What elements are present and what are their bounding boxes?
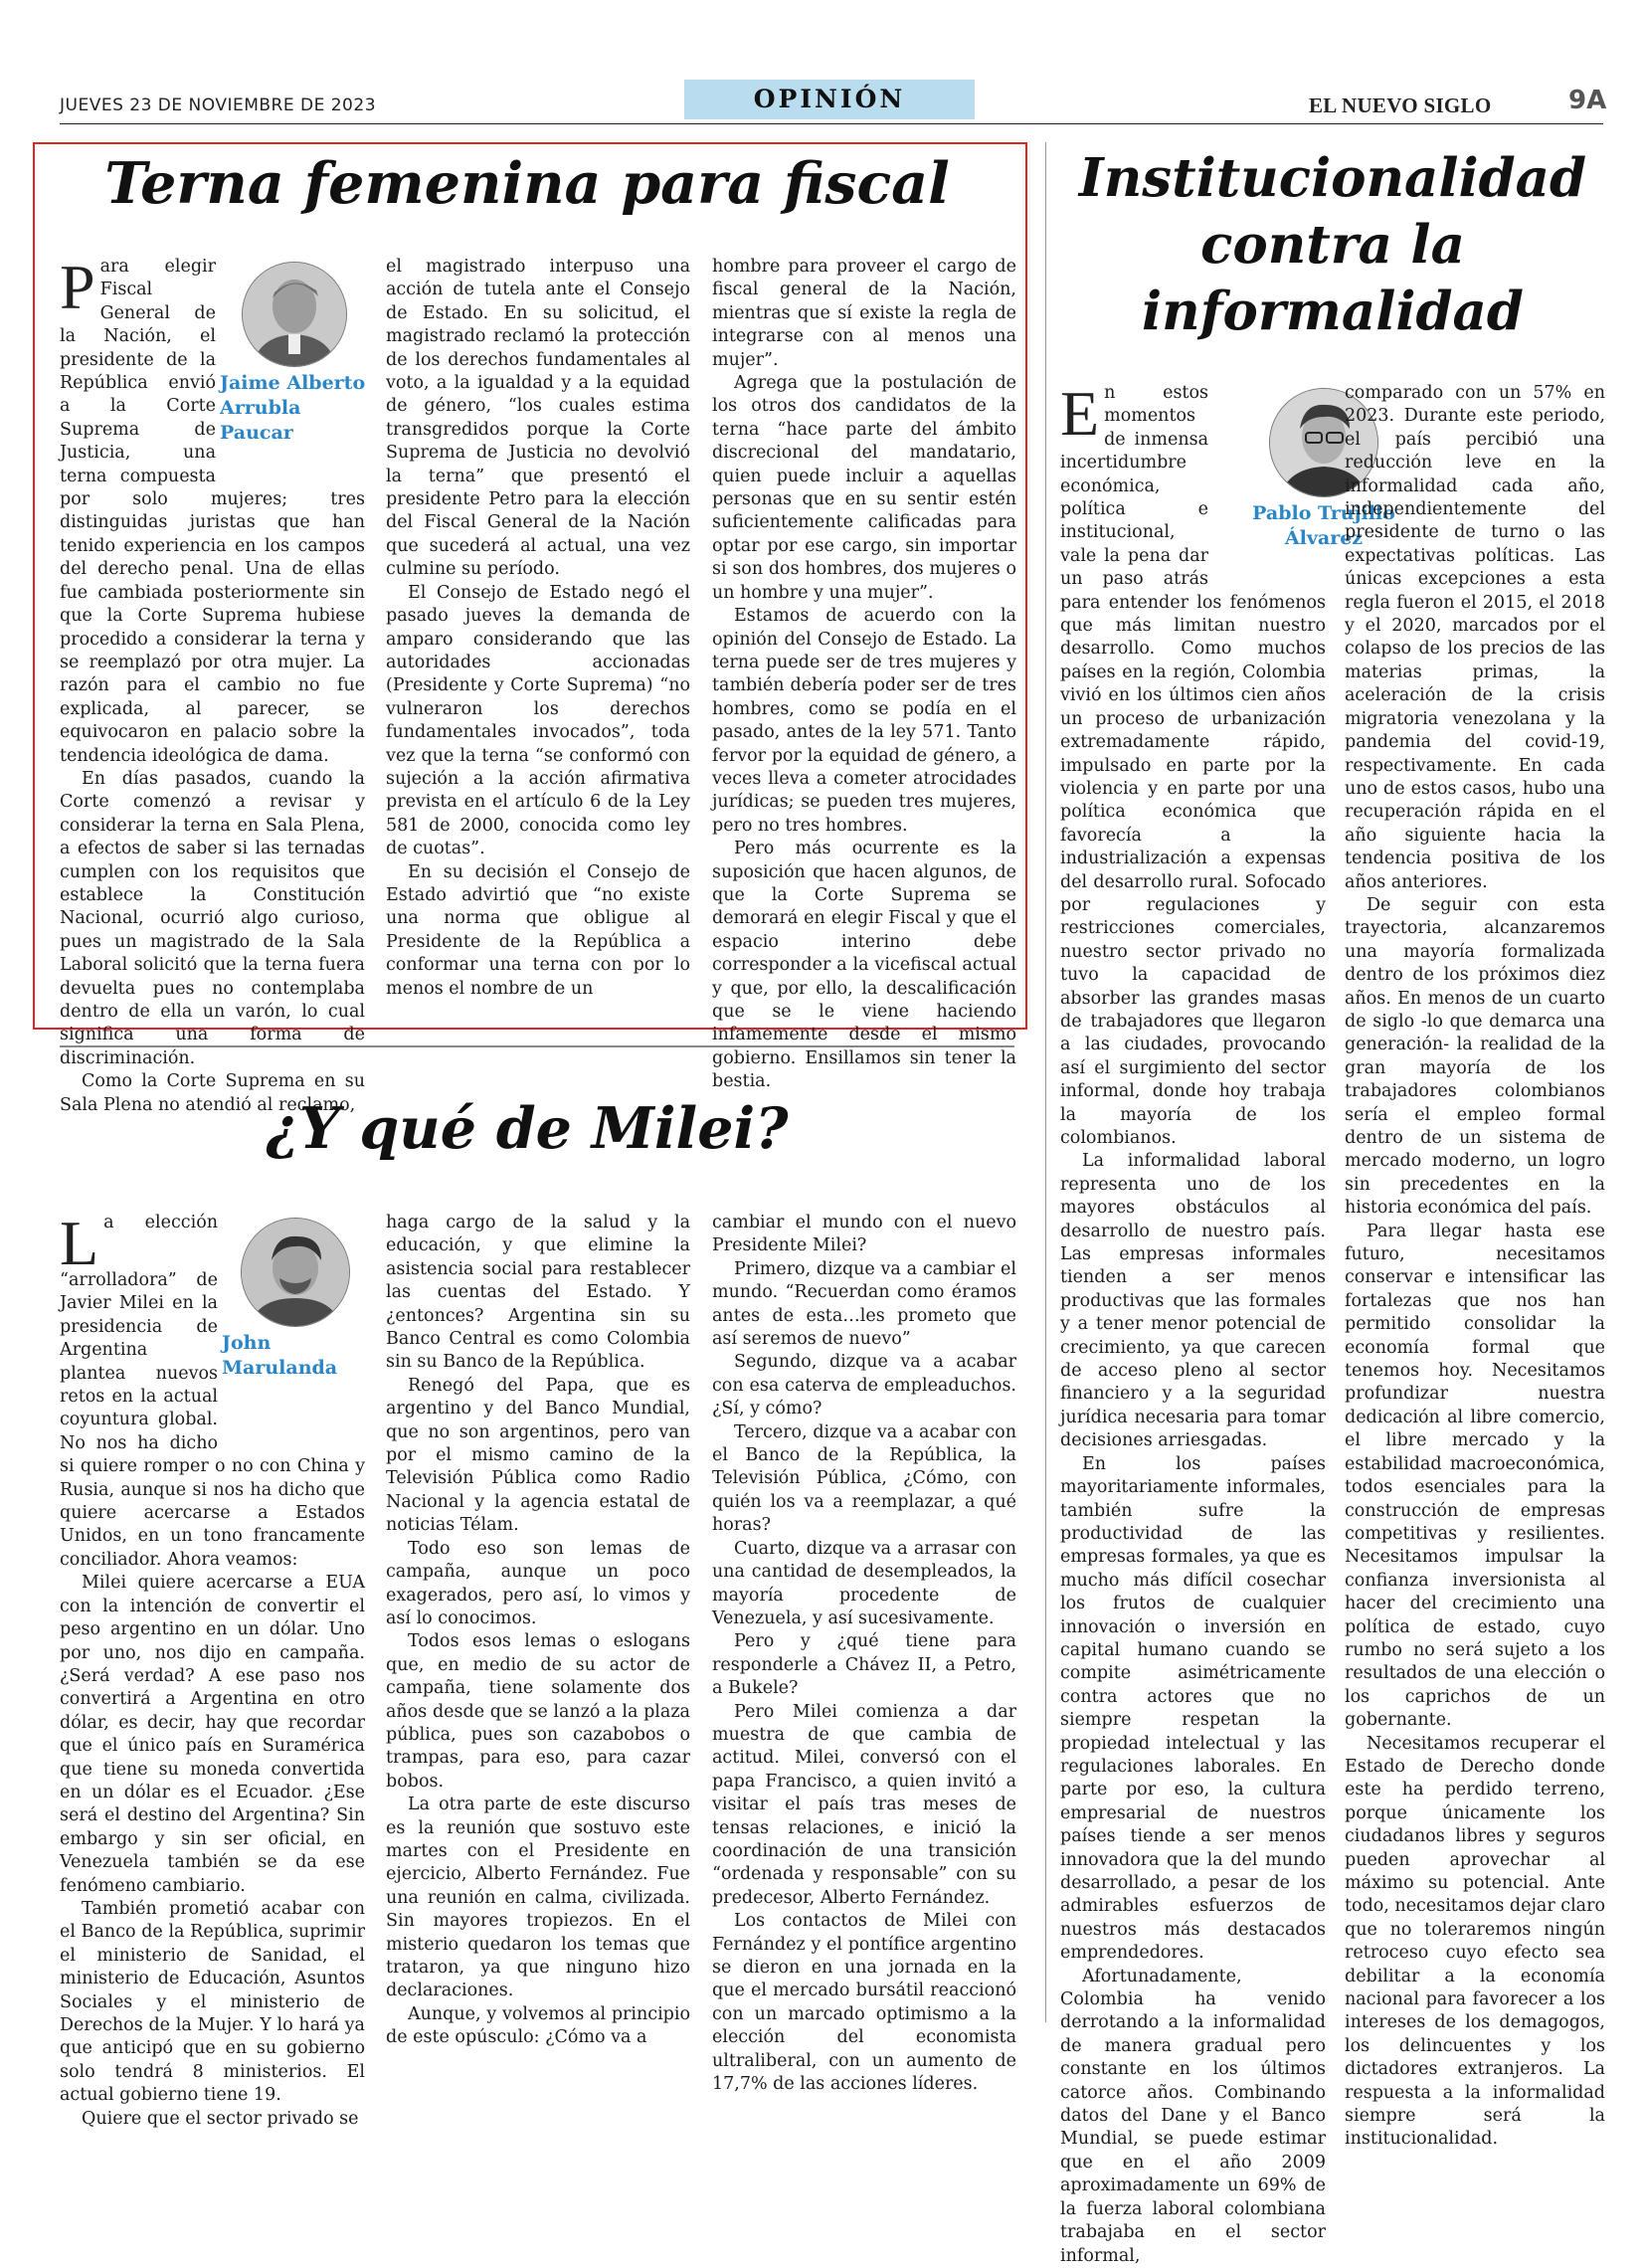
- paragraph: Pero Milei comienza a dar muestra de que cambia de actitud. Milei, conversó con el papa Francisco, a quien invitó a visitar el país tras meses de tensas relaciones, e inició la coordinación de una transición “ordenada y responsable” con su predecesor, Alberto Fernández.: [712, 1701, 1016, 1908]
- paragraph: En días pasados, cuando la Corte comenzó a revisar y considerar la terna en Sala Plena, a efectos de saber si las ternadas cumplen con los requisitos que establece la Constitución Nacional, ocurrió algo curioso, pues un magistrado de la Sala Laboral solicitó que la terna fuera devuelta pues no contemplaba dentro de ella un varón, lo cual significa una forma de discriminación.: [60, 768, 365, 1068]
- paragraph: Milei quiere acercarse a EUA con la intención de convertir el peso argentino en un dólar. Uno por uno, nos dijo en campaña. ¿Será verdad? A ese paso nos convertirá a Argentina en otro dólar, es decir, hay que recordar que el único país en Suramérica que tiene su moneda convertida en un dólar es el Ecuador. ¿Ese será el destino del Argentina? Sin embargo y sin ser oficial, en Venezuela también se da ese fenómeno cambiario.: [60, 1573, 365, 1896]
- section-label: OPINIÓN: [684, 80, 975, 119]
- paragraph: Tercero, dizque va a acabar con el Banco de la República, la Televisión Pública, ¿Cómo, con quién los va a reemplazar, a qué horas?: [712, 1421, 1016, 1536]
- article3-column-3: [712, 1212, 1016, 2096]
- article3-title: ¿Y qué de Milei?: [266, 1095, 789, 1162]
- paragraph-text: ara elegir Fiscal General de la Nación, el presidente de la República envió a la Corte Suprema de Justicia, una terna compuesta por solo mujeres; tres distinguidas juristas que han tenido experiencia en los campos del derecho penal. Una de ellas fue cambiada posteriormente sin que la Corte Suprema hubiese procedido a considerar la terna y se reemplazó por otra mujer. La razón para el cambio no fue explicada, al parecer, se equivocaron en palacio sobre la tendencia ideológica de dama.: [60, 257, 365, 766]
- paragraph: El Consejo de Estado negó el pasado jueves la demanda de amparo considerando que las autoridades accionadas (Presidente y Corte Suprema) “no vulneraron los derechos fundamentales invocados”, toda vez que la terna “se conformó con sujeción a la acción afirmativa prevista en el artículo 6 de la Ley 581 de 2000, conocida como ley de cuotas”.: [386, 582, 690, 859]
- paragraph: También prometió acabar con el Banco de la República, suprimir el ministerio de Sanidad, el ministerio de Educación, Asuntos Sociales y el ministerio de Derechos de la Mujer. Y lo hará ya que anticipó que en su gobierno solo tendrá 8 ministerios. El actual gobierno tiene 19.: [60, 1898, 365, 2106]
- author-line: Paucar: [220, 422, 293, 444]
- article3-column-1: [60, 1208, 365, 2131]
- page-number: 9A: [1568, 86, 1607, 115]
- paragraph: Todos esos lemas o eslogans que, en medio de su actor de campaña, tiene solamente dos años desde que se lanzó a la plaza pública, pues son cazabobos o trampas, para eso, para cazar bobos.: [386, 1631, 690, 1792]
- header-rule: [60, 123, 1603, 124]
- article1-author-name: [220, 371, 369, 446]
- article2-column-1: [1060, 378, 1326, 2268]
- paragraph: Todo eso son lemas de campaña, aunque un poco exagerados, pero así, lo vimos y así lo conocimos.: [386, 1538, 690, 1628]
- article3-author-box: [222, 1218, 369, 1432]
- paragraph: En su decisión el Consejo de Estado advirtió que “no existe una norma que obligue al Presidente de la República a conformar una terna con por lo menos el nombre de un: [386, 861, 690, 999]
- paragraph: Pero más ocurrente es la suposición que hacen algunos, de que la Corte Suprema se demorará en elegir Fiscal y que el espacio interino debe corresponder a la vicefiscal actual y que, por ello, la descalificación que se le viene haciendo infamemente desde el mismo gobierno. Ensillamos sin tener la bestia.: [712, 839, 1016, 1092]
- article3-column-2: [386, 1212, 690, 2050]
- author-line: Marulanda: [222, 1357, 338, 1379]
- paragraph: el magistrado interpuso una acción de tutela ante el Consejo de Estado. En su solicitud, el magistrado reclamó la protección de los derechos fundamentales al voto, a la igualdad y a la equidad de género, “los cuales estima transgredidos porque la Corte Suprema de Justicia no devolvió la terna” que presentó el presidente Petro para la elección del Fiscal General de la Nación que sucederá al actual, una vez culmine su período.: [386, 257, 690, 580]
- author-line: Jaime Alberto: [220, 372, 366, 394]
- drop-cap: L: [60, 1208, 99, 1278]
- drop-cap: P: [60, 252, 95, 322]
- author-line: John: [222, 1332, 272, 1354]
- author-photo: [242, 262, 347, 367]
- paragraph-text: n estos momentos de inmensa incertidumbre económica, política e institucional, vale la pena dar un paso atrás para entender los fenómenos que más limitan nuestro desarrollo. Como muchos países en la región, Colombia vivió en los últimos cien años un proceso de urbanización extremadamente rápido, impulsado en parte por la violencia y en parte por una política económica que favorecía a la industrialización a expensas del desarrollo rural. Sofocado por regulaciones y restricciones comerciales, nuestro sector privado no tuvo la capacidad de absorber las grandes masas de trabajadores que llegaron a las ciudades, provocando así el surgimiento del sector informal, donde hoy trabaja la mayoría de los colombianos.: [1060, 383, 1326, 1148]
- paragraph: Segundo, dizque va a acabar con esa caterva de empleaduchos. ¿Sí, y cómo?: [712, 1352, 1016, 1419]
- author-line: Arrubla: [220, 397, 301, 419]
- issue-date: JUEVES 23 DE NOVIEMBRE DE 2023: [60, 95, 377, 115]
- paragraph: La informalidad laboral representa uno de los mayores obstáculos al desarrollo de nuestro país. Las empresas informales tienden a ser menos productivas que las formales y a tener menor potencial de crecimiento, ya que carecen de acceso pleno al sector financiero y a la seguridad jurídica necesaria para tomar decisiones arriesgadas.: [1060, 1151, 1326, 1451]
- author-line: Pablo Trujillo: [1252, 502, 1395, 524]
- paragraph-text: a elección “arrolladora” de Javier Milei en la presidencia de Argentina plantea nuevos retos en la actual coyuntura global. No nos ha dicho si quiere romper o no con China y Rusia, aunque si nos ha dicho que quiere acercarse a Estados Unidos, en un tono francamente conciliador. Ahora veamos:: [60, 1213, 365, 1570]
- paragraph: Afortunadamente, Colombia ha venido derrotando a la informalidad de manera gradual pero constante en los últimos catorce años. Combinando datos del Dane y el Banco Mundial, se puede estimar que en el año 2009 aproximadamente un 69% de la fuerza laboral colombiana trabajaba en el sector informal,: [1060, 1966, 1326, 2266]
- drop-cap: E: [1060, 378, 1100, 449]
- author-line: Álvarez: [1284, 527, 1364, 549]
- paragraph: Cuarto, dizque va a arrasar con una cantidad de desempleados, la mayoría procedente de Venezuela, y así sucesivamente.: [712, 1538, 1016, 1628]
- paragraph: Necesitamos recuperar el Estado de Derecho donde este ha perdido terreno, porque únicamente los ciudadanos libres y seguros pueden aprovechar al máximo su potencial. Ante todo, necesitamos dejar claro que no toleraremos ningún retroceso cuyo efecto sea debilitar a la economía nacional para favorecer a los intereses de los demagogos, los delincuentes y los dictadores extranjeros. La respuesta a la informalidad siempre será la institucionalidad.: [1345, 1733, 1606, 2150]
- title-line: informalidad: [1142, 281, 1524, 342]
- paragraph: Los contactos de Milei con Fernández y el pontífice argentino se dieron en una jornada en la que el mercado bursátil reaccionó con un marcado optimismo a la elección del economista ultraliberal, con un aumento de 17,7% de las acciones líderes.: [712, 1911, 1016, 2095]
- paragraph: comparado con un 57% en 2023. Durante este periodo, el país percibió una reducción leve en la informalidad cada año, independientemente del presidente de turno o las expectativas políticas. Las únicas excepciones a esta regla fueron el 2015, el 2018 y el 2020, marcados por el colapso de los precios de las materias primas, la aceleración de la crisis migratoria venezolana y la pandemia del covid-19, respectivamente. En cada uno de estos casos, hubo una recuperación rápida en el año siguiente hacia la tendencia positiva de los años anteriores.: [1345, 383, 1605, 892]
- paragraph: Como la Corte Suprema en su Sala Plena no atendió al reclamo,: [60, 1071, 365, 1115]
- article1-column-3: [712, 256, 1016, 1094]
- paragraph: En los países mayoritariamente informales, también sufre la productividad de las empresas formales, ya que es mucho más difícil cosechar los frutos de cualquier innovación o inversión en capital humano cuando se compite asimétricamente contra actores que no siempre respetan la propiedad intelectual y las regulaciones laborales. En parte por eso, la cultura empresarial de nuestros países tiende a ser menos innovadora que la del mundo desarrollado, a pesar de los admirables esfuerzos de nuestros más destacados emprendedores.: [1060, 1453, 1326, 1964]
- paragraph: Pero y ¿qué tiene para responderle a Chávez II, a Petro, a Bukele?: [712, 1631, 1016, 1699]
- paragraph: De seguir con esta trayectoria, alcanzaremos una mayoría formalizada dentro de los próximos diez años. En menos de un cuarto de siglo -lo que demarca una generación- la realidad de la gran mayoría de los trabajadores colombianos sería el empleo formal dentro de un sistema de mercado moderno, un logro sin precedentes en la historia económica del país.: [1345, 894, 1605, 1219]
- paragraph: cambiar el mundo con el nuevo Presidente Milei?: [712, 1213, 1016, 1256]
- article1-title: Terna femenina para fiscal: [104, 150, 950, 217]
- article1-author-box: [220, 262, 369, 476]
- paragraph: Aunque, y volvemos al principio de este opúsculo: ¿Cómo va a: [386, 2003, 690, 2048]
- paragraph: Renegó del Papa, que es argentino y del Banco Mundial, que no son argentinos, pero van por el mismo camino de la Televisión Pública como Radio Nacional y la agencia estatal de noticias Télam.: [386, 1375, 690, 1536]
- paragraph: Estamos de acuerdo con la opinión del Consejo de Estado. La terna puede ser de tres mujeres y también debería poder ser de tres hombres, como se podía en el pasado, antes de la ley 571. Tanto fervor por la equidad de género, a veces lleva a cometer atrocidades jurídicas; se pueden tres mujeres, pero no tres hombres.: [712, 606, 1016, 836]
- paragraph: hombre para proveer el cargo de fiscal general de la Nación, mientras que sí existe la regla de integrarse con al menos una mujer”.: [712, 257, 1016, 370]
- article1-column-2: [386, 256, 690, 1001]
- paragraph: haga cargo de la salud y la educación, y que elimine la asistencia social para restablecer las cuentas del Estado. Y ¿entonces? Argentina sin su Banco Central es como Colombia sin su Banco de la República.: [386, 1213, 690, 1373]
- article2-column-2: [1345, 382, 1605, 2152]
- paragraph: Agrega que la postulación de los otros dos candidatos de la terna “hace parte del ámbito discrecional del mandatario, quien puede incluir a aquellas personas que en su sentir estén suficientemente calificadas para optar por ese cargo, sin importar si son dos hombres, dos mujeres o un hombre y una mujer”.: [712, 373, 1016, 603]
- paragraph: La otra parte de este discurso es la reunión que sostuvo este martes con el Presidente en ejercicio, Alberto Fernández. Fue una reunión en calma, civilizada. Sin mayores tropiezos. En el misterio quedaron los temas que trataron, ya que ninguno hizo declaraciones.: [386, 1795, 690, 2001]
- column-divider: [1045, 142, 1046, 2022]
- article2-title: [1054, 145, 1611, 345]
- paragraph: Primero, dizque va a cambiar el mundo. “Recuerdan como éramos antes de esta…les prometo que así seremos de nuevo”: [712, 1258, 1016, 1350]
- paragraph: Para llegar hasta ese futuro, necesitamos conservar e intensificar las fortalezas que nos han permitido consolidar la economía formal que tenemos hoy. Necesitamos profundizar nuestra dedicación al libre comercio, el libre mercado y la estabilidad macroeconómica, todos esenciales para la construcción de empresas competitivas y resilientes. Necesitamos impulsar la confianza inversionista al hacer del crecimiento una política de estado, cuyo rumbo no será sujeto a los resultados de una elección o los caprichos de un gobernante.: [1345, 1221, 1605, 1731]
- author-photo: [241, 1218, 350, 1327]
- article1-column-1: [60, 252, 366, 1117]
- article3-author-name: [222, 1331, 369, 1381]
- paragraph: Quiere que el sector privado se: [82, 2108, 359, 2129]
- title-line: Institucionalidad: [1078, 147, 1587, 209]
- title-line: contra la: [1200, 214, 1465, 276]
- newspaper-name: EL NUEVO SIGLO: [1309, 94, 1492, 117]
